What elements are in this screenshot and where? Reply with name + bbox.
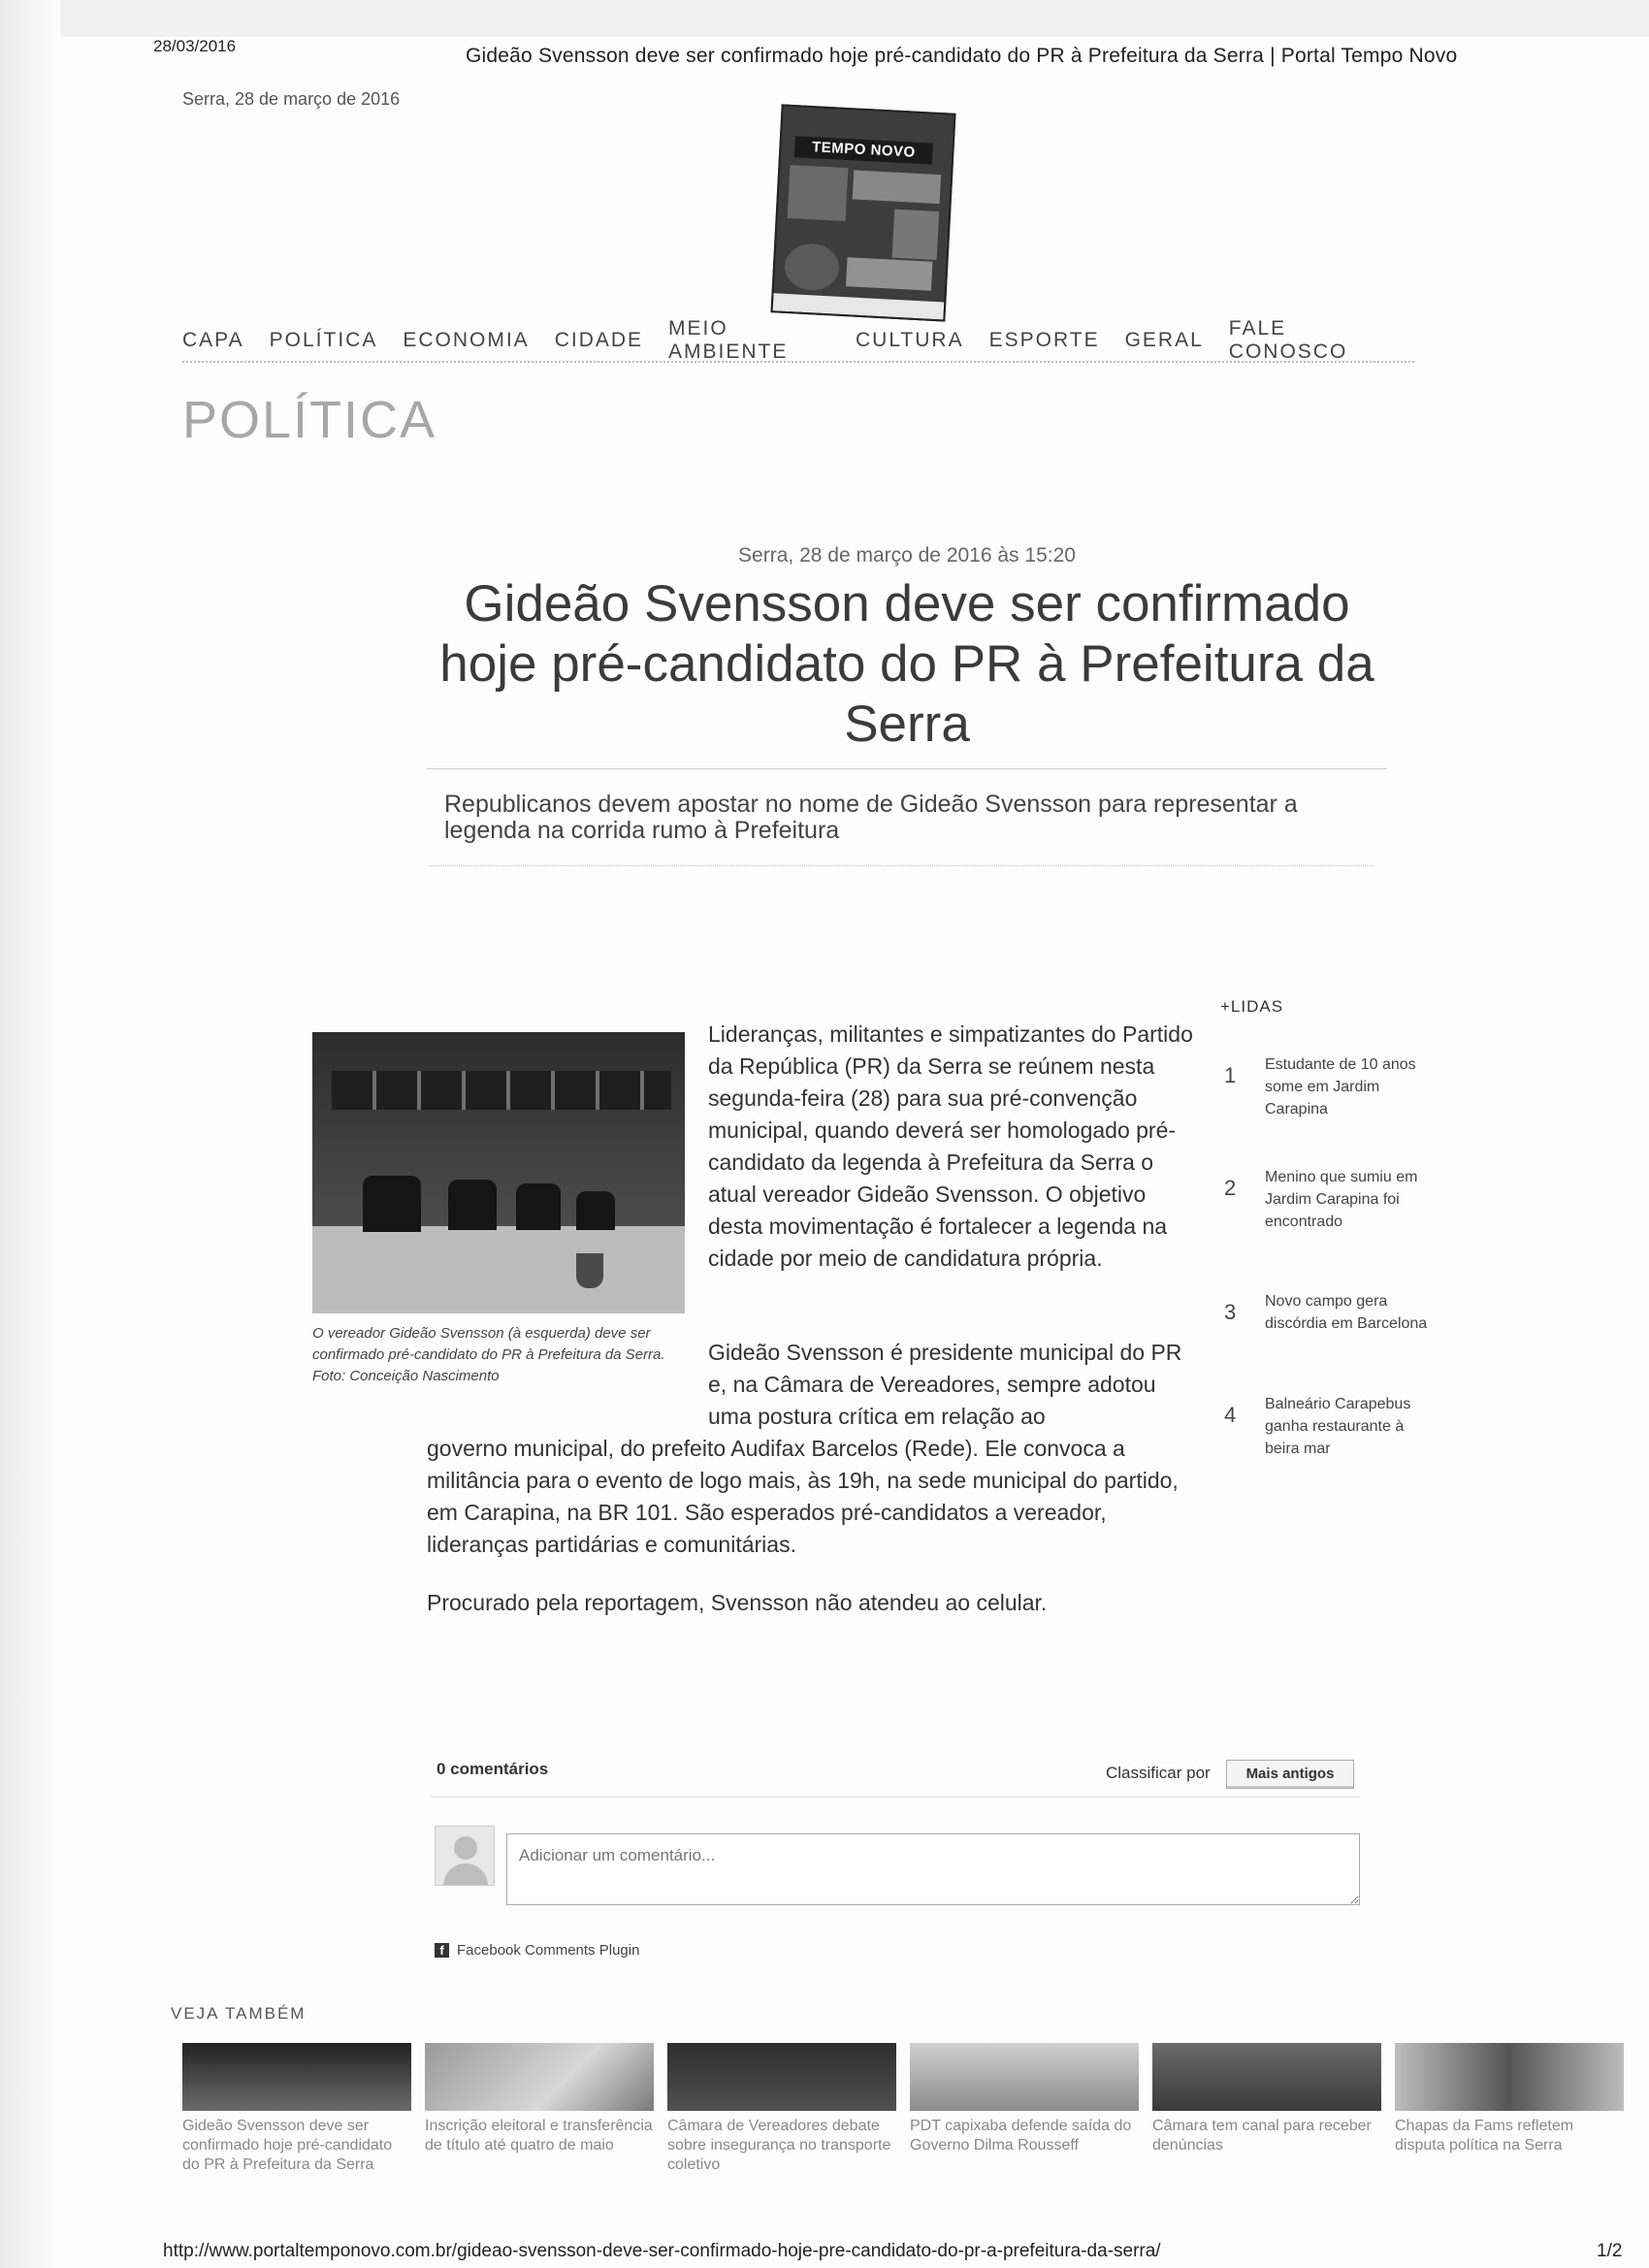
mais-lidas-number: 3 [1224,1300,1237,1324]
photo-person [576,1191,615,1230]
related-thumbnail[interactable] [425,2043,654,2111]
photo-emblem [576,1253,603,1288]
photo-person [516,1183,561,1230]
comments-count: 0 comentários [436,1760,549,1778]
veja-tambem-grid [182,2043,1614,2179]
related-thumbnail[interactable] [910,2043,1139,2111]
scan-top-band [0,0,1649,37]
photo-caption: O vereador Gideão Svensson (à esquerda) deve ser confirmado pré-candidato do PR à Prefeitura da Serra. Foto: Conceição Nascimento [312,1325,665,1384]
related-card[interactable] [1395,2043,1624,2155]
mais-lidas-number: 2 [1224,1176,1237,1200]
related-thumbnail[interactable] [1395,2043,1624,2111]
related-link[interactable]: Chapas da Fams refletem disputa política na Serra [1395,2118,1574,2154]
photo-desk [312,1226,685,1313]
print-header-date: 28/03/2016 [153,37,237,55]
nav-item-politica[interactable]: POLÍTICA [269,329,378,351]
avatar-head-shape [454,1836,477,1860]
article-subheadline: Republicanos devem apostar no nome de Gideão Svensson para representar a legenda na corrida rumo à Prefeitura [444,791,1298,844]
related-thumbnail[interactable] [667,2043,896,2111]
print-footer-page: 1/2 [1597,2241,1623,2261]
sort-label: Classificar por [1106,1764,1211,1782]
related-card[interactable] [425,2043,654,2155]
facebook-comments-plugin[interactable] [435,1942,639,1959]
nav-item-cidade[interactable]: CIDADE [554,329,644,351]
mais-lidas-title: +LIDAS [1220,997,1284,1016]
photo-screens [332,1071,671,1110]
related-card[interactable] [1152,2043,1381,2155]
comments-divider [431,1797,1360,1798]
photo-person [448,1180,497,1230]
article-headline: Gideão Svensson deve ser confirmado hoje pré-candidato do PR à Prefeitura da Serra [427,574,1387,769]
mais-lidas-number: 4 [1224,1403,1237,1427]
logo-magazine-cover [770,104,955,321]
logo-cover-footer [773,293,945,319]
nav-item-geral[interactable]: GERAL [1124,329,1204,351]
photo-person [363,1176,421,1232]
related-link[interactable]: Gideão Svensson deve ser confirmado hoje pré-candidato do PR à Prefeitura da Serra [182,2118,393,2173]
logo-cover-headline [853,170,941,204]
related-card[interactable] [182,2043,411,2175]
mais-lidas-link[interactable]: Menino que sumiu em Jardim Carapina foi encontrado [1265,1169,1418,1230]
related-link[interactable]: Câmara tem canal para receber denúncias [1152,2118,1372,2154]
logo-cover-photo [784,243,840,292]
related-thumbnail[interactable] [1152,2043,1381,2111]
comments-section [427,1746,1358,1969]
print-footer-url: http://www.portaltemponovo.com.br/gideao-svensson-deve-ser-confirmado-hoje-pre-candidato-do-pr-a-prefeitura-da-serra/ [163,2241,1161,2261]
comment-input[interactable] [506,1833,1360,1905]
section-title: POLÍTICA [182,391,437,449]
article-paragraph: Gideão Svensson é presidente municipal do PR e, na Câmara de Vereadores, sempre adotou uma postura crítica em relação ao [708,1340,1182,1429]
related-link[interactable]: PDT capixaba defende saída do Governo Dilma Rousseff [910,2118,1132,2154]
avatar-bust-shape [443,1863,488,1886]
article-paragraph: governo municipal, do prefeito Audifax Barcelos (Rede). Ele convoca a militância para o evento de logo mais, às 19h, na sede municipal do partido, em Carapina, na BR 101. São esperados pré-candidatos a vereador, lideranças partidárias e comunitárias. [427,1436,1179,1557]
facebook-icon: f [435,1943,449,1958]
related-card[interactable] [910,2043,1139,2155]
article-photo[interactable] [312,1032,685,1313]
article-paragraph: Procurado pela reportagem, Svensson não atendeu ao celular. [427,1590,1048,1615]
related-link[interactable]: Inscrição eleitoral e transferência de título até quatro de maio [425,2118,653,2154]
subheadline-divider [431,865,1374,866]
logo-cover-photo [892,210,940,260]
nav-item-esporte[interactable]: ESPORTE [988,329,1100,351]
nav-item-economia[interactable]: ECONOMIA [403,329,530,351]
article-paragraph: Lideranças, militantes e simpatizantes do Partido da República (PR) da Serra se reúnem nesta segunda-feira (28) para sua pré-convenção municipal, quando deverá ser homologado pré-candidato da legenda à Prefeitura da Serra o atual vereador Gideão Svensson. O objetivo desta movimentação é fortalecer a legenda na cidade por meio de candidatura própria. [708,1021,1193,1271]
sort-select[interactable]: Mais antigos [1226,1760,1354,1789]
article-date: Serra, 28 de março de 2016 às 15:20 [738,544,1076,567]
nav-item-meio-ambiente[interactable]: MEIO AMBIENTE [668,317,789,363]
mais-lidas-number: 1 [1224,1063,1237,1087]
scan-left-band [0,0,60,2268]
logo-title: TEMPO NOVO [794,136,933,164]
site-date: Serra, 28 de março de 2016 [182,89,401,109]
nav-item-capa[interactable]: CAPA [182,329,244,351]
related-link[interactable]: Câmara de Vereadores debate sobre insegurança no transporte coletivo [667,2118,891,2173]
logo-cover-photo [788,165,849,221]
facebook-plugin-label: Facebook Comments Plugin [457,1942,640,1959]
related-card[interactable] [667,2043,896,2175]
veja-tambem-title: VEJA TAMBÉM [171,2004,307,2023]
nav-item-fale-conosco[interactable]: FALE CONOSCO [1228,317,1348,363]
avatar [435,1826,495,1886]
print-header-title: Gideão Svensson deve ser confirmado hoje pré-candidato do PR à Prefeitura da Serra | Portal Tempo Novo [466,45,1458,67]
mais-lidas-link[interactable]: Balneário Carapebus ganha restaurante à beira mar [1265,1396,1411,1457]
main-nav [182,317,1414,363]
site-logo[interactable] [770,104,955,321]
related-thumbnail[interactable] [182,2043,411,2111]
mais-lidas-link[interactable]: Estudante de 10 anos some em Jardim Carapina [1265,1056,1416,1118]
logo-cover-headline [846,257,932,291]
mais-lidas-link[interactable]: Novo campo gera discórdia em Barcelona [1265,1293,1428,1332]
nav-item-cultura[interactable]: CULTURA [855,329,964,351]
